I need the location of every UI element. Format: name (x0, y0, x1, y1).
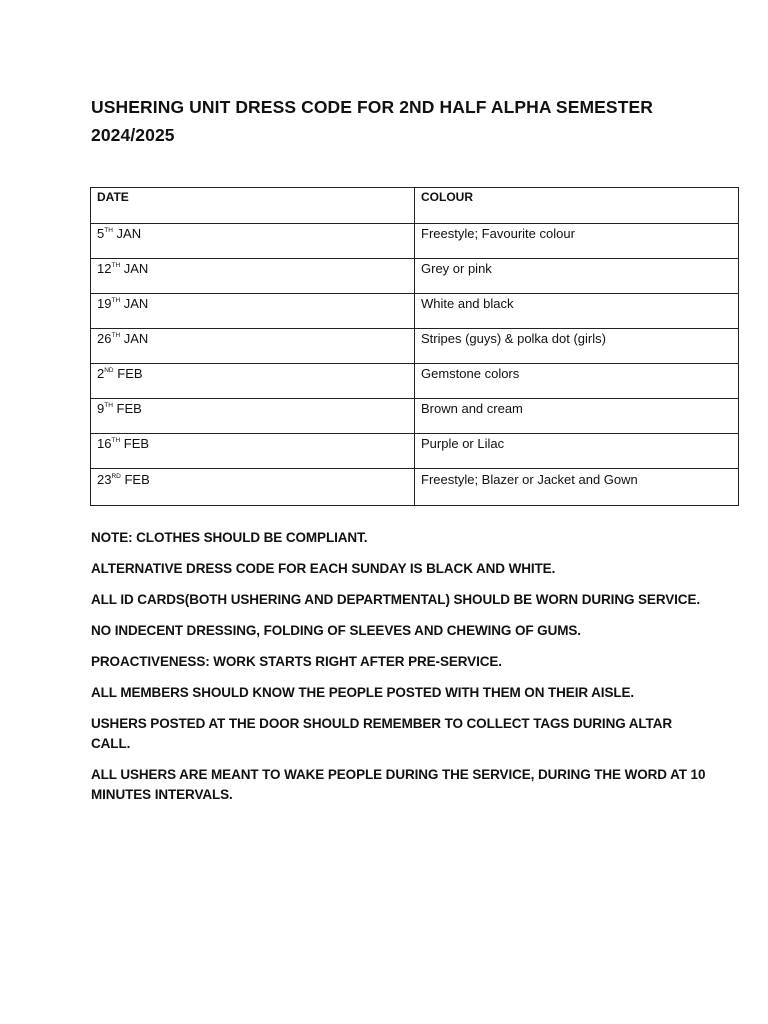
colour-cell: Gemstone colors (415, 364, 739, 399)
note-door-ushers: USHERS POSTED AT THE DOOR SHOULD REMEMBER TO COLLECT TAGS DURING ALTAR CALL. (91, 716, 673, 751)
colour-cell: Stripes (guys) & polka dot (girls) (415, 329, 739, 364)
date-day: 2 (97, 366, 105, 381)
colour-cell: Brown and cream (415, 399, 739, 434)
note-wake-people: ALL USHERS ARE MEANT TO WAKE PEOPLE DURING THE SERVICE, DURING THE WORD AT 10 MINUTES INTERVALS. (91, 767, 706, 802)
date-month: JAN (116, 226, 142, 241)
date-month: JAN (123, 296, 149, 311)
table-header-row (91, 188, 739, 224)
date-suffix: TH (111, 437, 121, 444)
date-column-header: DATE (91, 188, 415, 224)
date-suffix: TH (104, 402, 113, 409)
note-proactiveness: PROACTIVENESS: WORK STARTS RIGHT AFTER PRE-SERVICE. (91, 654, 502, 669)
date-day: 5 (97, 226, 105, 241)
date-cell (91, 294, 415, 329)
date-suffix: TH (111, 332, 121, 339)
date-cell (91, 224, 415, 259)
date-suffix: TH (111, 297, 121, 304)
date-cell (91, 329, 415, 364)
document-title: USHERING UNIT DRESS CODE FOR 2ND HALF ALPHA SEMESTER 2024/2025 (91, 97, 653, 145)
table-row (91, 259, 739, 294)
colour-cell: Freestyle; Favourite colour (415, 224, 739, 259)
note-alternative-dress-code: ALTERNATIVE DRESS CODE FOR EACH SUNDAY IS BLACK AND WHITE. (91, 561, 556, 576)
note-compliance: NOTE: CLOTHES SHOULD BE COMPLIANT. (91, 530, 368, 545)
date-month: FEB (123, 436, 150, 451)
dress-code-table (90, 187, 739, 506)
date-cell (91, 259, 415, 294)
date-suffix: TH (104, 227, 113, 234)
table-row (91, 329, 739, 364)
table-row (91, 434, 739, 469)
date-day: 19 (97, 296, 112, 311)
date-day: 9 (97, 401, 105, 416)
table-row (91, 364, 739, 399)
date-day: 26 (97, 331, 112, 346)
table-row (91, 469, 739, 506)
date-day: 12 (97, 261, 112, 276)
note-aisle-members: ALL MEMBERS SHOULD KNOW THE PEOPLE POSTED WITH THEM ON THEIR AISLE. (91, 685, 635, 700)
date-cell (91, 399, 415, 434)
note-indecent-dressing: NO INDECENT DRESSING, FOLDING OF SLEEVES AND CHEWING OF GUMS. (91, 623, 581, 638)
date-suffix: RD (111, 473, 121, 480)
date-month: JAN (123, 331, 149, 346)
notes-section (91, 528, 711, 816)
colour-cell: Purple or Lilac (415, 434, 739, 469)
date-day: 16 (97, 436, 112, 451)
date-cell (91, 469, 415, 506)
note-id-cards: ALL ID CARDS(BOTH USHERING AND DEPARTMENTAL) SHOULD BE WORN DURING SERVICE. (91, 592, 701, 607)
colour-cell: Freestyle; Blazer or Jacket and Gown (415, 469, 739, 506)
date-suffix: ND (104, 367, 114, 374)
date-month: JAN (123, 261, 149, 276)
colour-column-header: COLOUR (415, 188, 739, 224)
colour-cell: Grey or pink (415, 259, 739, 294)
date-month: FEB (116, 401, 142, 416)
date-month: FEB (124, 472, 150, 487)
date-day: 23 (97, 472, 112, 487)
date-cell (91, 434, 415, 469)
date-cell (91, 364, 415, 399)
table-row (91, 294, 739, 329)
colour-cell: White and black (415, 294, 739, 329)
date-suffix: TH (111, 262, 121, 269)
table-row (91, 224, 739, 259)
date-month: FEB (117, 366, 143, 381)
table-row (91, 399, 739, 434)
